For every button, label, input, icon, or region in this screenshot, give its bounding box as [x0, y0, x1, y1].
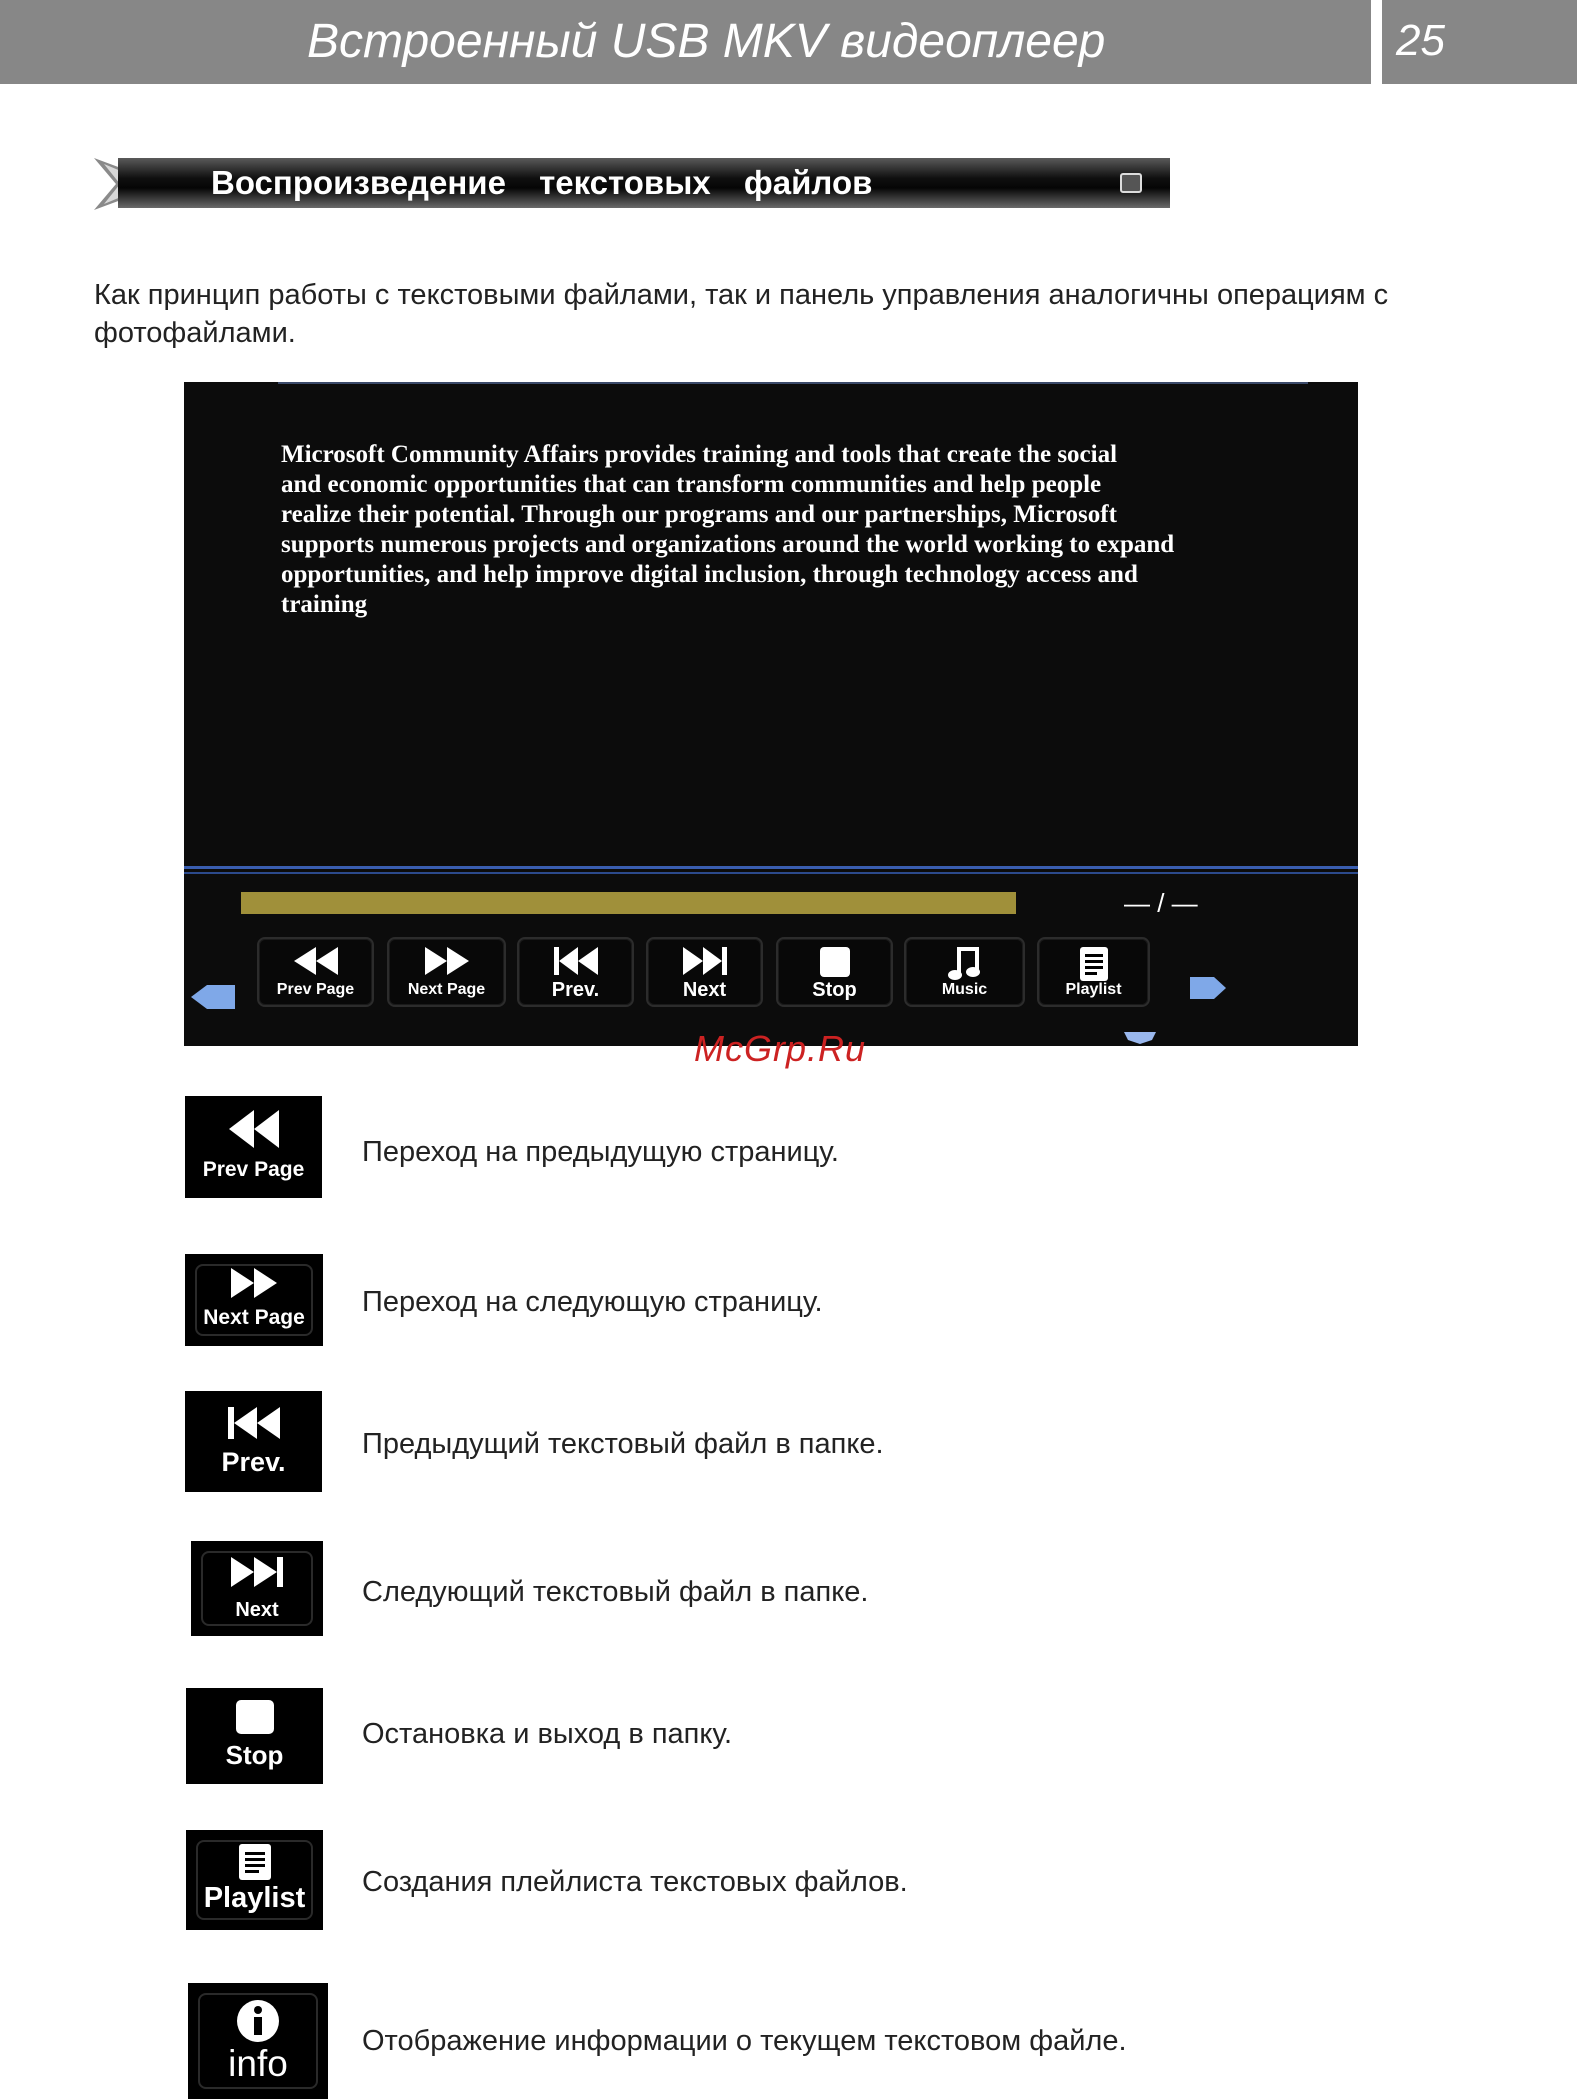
banner-square-icon — [1120, 173, 1142, 193]
watermark: McGrp.Ru — [694, 1028, 867, 1069]
legend-info-desc: Отображение информации о текущем текстовом файле. — [362, 2025, 1127, 2057]
legend-stop-desc: Остановка и выход в папку. — [362, 1718, 733, 1750]
intro-paragraph: Как принцип работы с текстовыми файлами, так и панель управления аналогичны операциям с фотофайлами. — [94, 279, 1389, 349]
header-bar — [0, 0, 1371, 84]
scroll-right-icon[interactable] — [1188, 974, 1228, 1002]
skip-back-icon — [228, 1407, 280, 1439]
section-title: Воспроизведение текстовых файлов — [211, 164, 873, 201]
playlist-button[interactable] — [1037, 937, 1150, 1007]
scroll-down-icon[interactable] — [1122, 1030, 1158, 1046]
legend-playlist-desc: Создания плейлиста текстовых файлов. — [362, 1866, 908, 1898]
legend-info-tile — [188, 1983, 328, 2099]
fast-forward-icon — [425, 947, 469, 975]
music-note-icon — [947, 947, 983, 981]
screen-top-line — [278, 382, 1308, 384]
legend-next-page-desc: Переход на следующую страницу. — [362, 1286, 823, 1318]
rewind-icon — [229, 1110, 279, 1148]
info-icon — [236, 1999, 280, 2043]
next-file-button[interactable] — [646, 937, 763, 1007]
legend-prev-file-label: Prev. — [221, 1447, 286, 1477]
legend-stop-tile — [186, 1688, 323, 1784]
header-title: Встроенный USB MKV видеоплеер — [307, 15, 1106, 68]
text-file-content: Microsoft Community Affairs provides training and tools that create the social and economic opportunities that can transform communities and help people realize their potential. Through our programs and our partnerships, Microsoft supports numerous projects and organizations around the world working to expand opportunities, and help improve digital inclusion, through technology access and training — [281, 441, 1175, 618]
page-indicator: — / — — [1124, 888, 1198, 918]
prev-file-label: Prev. — [551, 979, 600, 1001]
document-icon — [1080, 947, 1108, 981]
progress-bar — [241, 892, 1016, 914]
legend-prev-page-label: Prev Page — [202, 1158, 305, 1181]
skip-forward-icon — [683, 947, 727, 975]
legend-next-page-tile — [185, 1254, 323, 1346]
next-file-label: Next — [682, 979, 727, 1001]
legend-next-file-desc: Следующий текстовый файл в папке. — [362, 1576, 869, 1608]
legend-stop-label: Stop — [225, 1740, 284, 1770]
prev-page-button[interactable] — [257, 937, 374, 1007]
playlist-label: Playlist — [1065, 981, 1122, 998]
legend-info-label: info — [228, 2043, 288, 2084]
legend-next-file-label: Next — [235, 1599, 279, 1621]
music-button[interactable] — [904, 937, 1025, 1007]
legend-playlist-tile — [186, 1830, 323, 1930]
stop-icon — [820, 947, 850, 977]
legend-prev-file-tile — [185, 1391, 322, 1492]
control-separator-2 — [184, 872, 1358, 874]
text-viewer-screen — [184, 382, 1358, 1046]
scroll-left-icon[interactable] — [189, 982, 237, 1012]
music-label: Music — [941, 981, 988, 998]
rewind-icon — [294, 947, 338, 975]
prev-file-button[interactable] — [517, 937, 634, 1007]
next-page-label: Next Page — [407, 981, 486, 998]
page-number: 25 — [1396, 16, 1445, 65]
skip-forward-icon — [231, 1557, 283, 1587]
legend-prev-page-tile — [185, 1096, 322, 1198]
legend-playlist-label: Playlist — [203, 1882, 306, 1914]
stop-button[interactable] — [776, 937, 893, 1007]
stop-label: Stop — [812, 979, 857, 1001]
legend-prev-file-desc: Предыдущий текстовый файл в папке. — [362, 1428, 884, 1460]
stop-icon — [236, 1700, 274, 1734]
skip-back-icon — [554, 947, 598, 975]
legend-prev-page-desc: Переход на предыдущую страницу. — [362, 1136, 839, 1168]
fast-forward-icon — [231, 1268, 277, 1298]
document-icon — [239, 1844, 271, 1880]
legend-next-file-tile — [191, 1541, 323, 1636]
next-page-button[interactable] — [387, 937, 506, 1007]
prev-page-label: Prev Page — [276, 981, 355, 998]
control-separator — [184, 866, 1358, 869]
legend-next-page-label: Next Page — [203, 1306, 305, 1329]
page-number-box — [1382, 0, 1577, 84]
